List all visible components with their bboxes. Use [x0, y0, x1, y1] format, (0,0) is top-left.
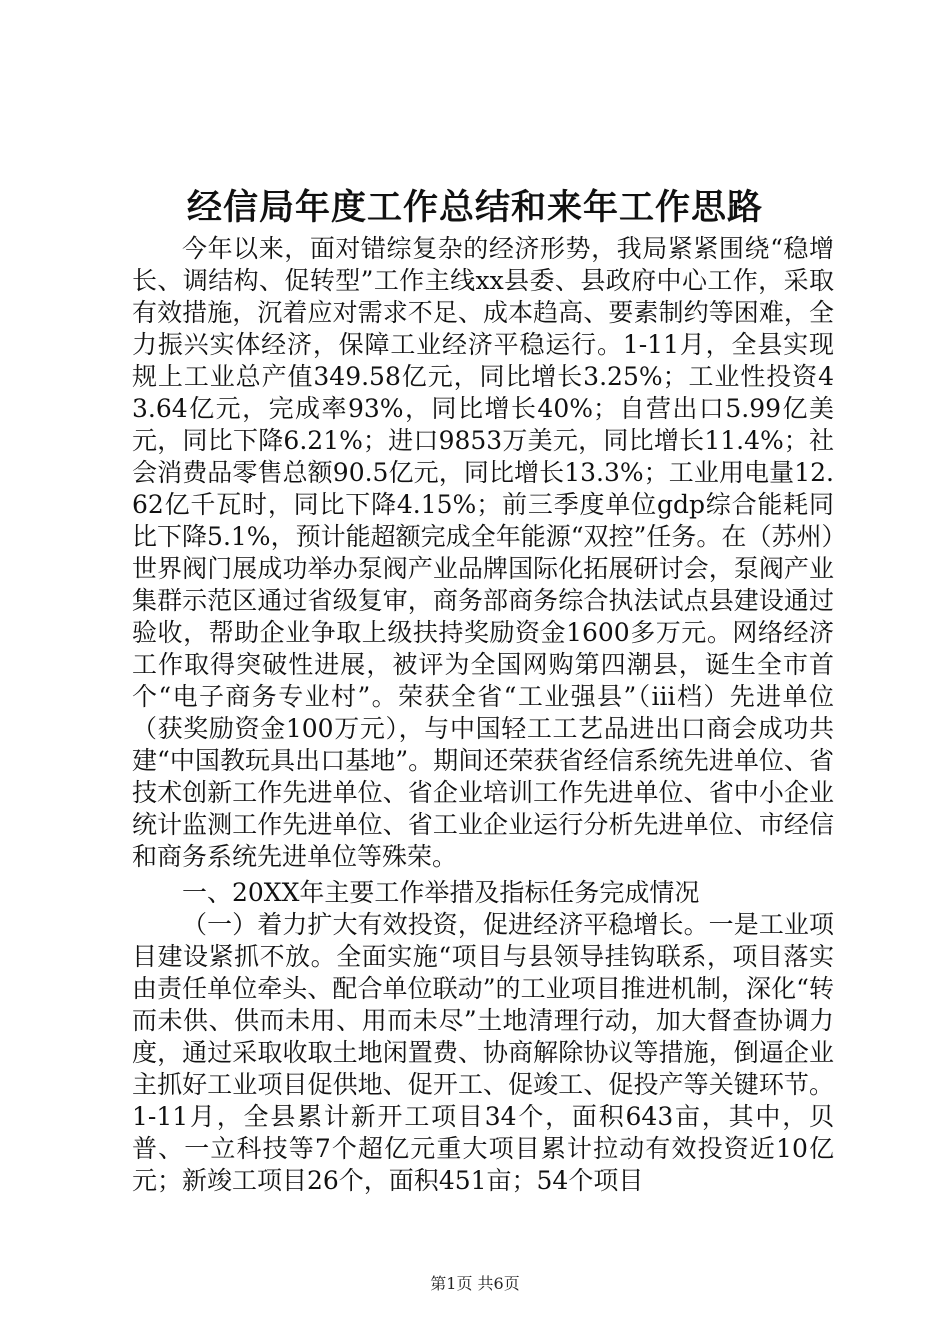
intro-paragraph: 今年以来，面对错综复杂的经济形势，我局紧紧围绕“稳增长、调结构、促转型”工作主线xx县委、县政府中心工作，采取有效措施，沉着应对需求不足、成本趋高、要素制约等困难，全力振兴实体经济，保障工业经济平稳运行。1-11月，全县实现规上工业总产值349.58亿元，同比增长3.25%；工业性投资43.64亿元，完成率93%，同比增长40%；自营出口5.99亿美元，同比下降6.21%；进口9853万美元，同比增长11.4%；社会消费品零售总额90.5亿元，同比增长13.3%；工业用电量12.62亿千瓦时，同比下降4.15%；前三季度单位gdp综合能耗同比下降5.1%，预计能超额完成全年能源“双控”任务。在（苏州）世界阀门展成功举办泵阀产业品牌国际化拓展研讨会，泵阀产业集群示范区通过省级复审，商务部商务综合执法试点县建设通过验收，帮助企业争取上级扶持奖励资金1600多万元。网络经济工作取得突破性进展，被评为全国网购第四潮县，诞生全市首个“电子商务专业村”。荣获全省“工业强县”（ⅲ档）先进单位（获奖励资金100万元），与中国轻工工艺品进出口商会成功共建“中国教玩具出口基地”。期间还荣获省经信系统先进单位、省技术创新工作先进单位、省企业培训工作先进单位、省中小企业统计监测工作先进单位、省工业企业运行分析先进单位、市经信和商务系统先进单位等殊荣。: [132, 234, 834, 871]
document-title: 经信局年度工作总结和来年工作思路: [186, 187, 763, 228]
body-paragraph: （一）着力扩大有效投资，促进经济平稳增长。一是工业项目建设紧抓不放。全面实施“项目与县领导挂钩联系，项目落实由责任单位牵头、配合单位联动”的工业项目推进机制，深化“转而未供、供而未用、用而未尽”土地清理行动，加大督查协调力度，通过采取收取土地闲置费、协商解除协议等措施，倒逼企业主抓好工业项目促供地、促开工、促竣工、促投产等关键环节。1-11月，全县累计新开工项目34个，面积643亩，其中，贝普、一立科技等7个超亿元重大项目累计拉动有效投资近10亿元；新竣工项目26个，面积451亩；54个项目: [132, 910, 834, 1195]
section-heading: 一、20XX年主要工作举措及指标任务完成情况: [182, 878, 700, 907]
page-number-footer: 第1页 共6页: [430, 1274, 520, 1293]
